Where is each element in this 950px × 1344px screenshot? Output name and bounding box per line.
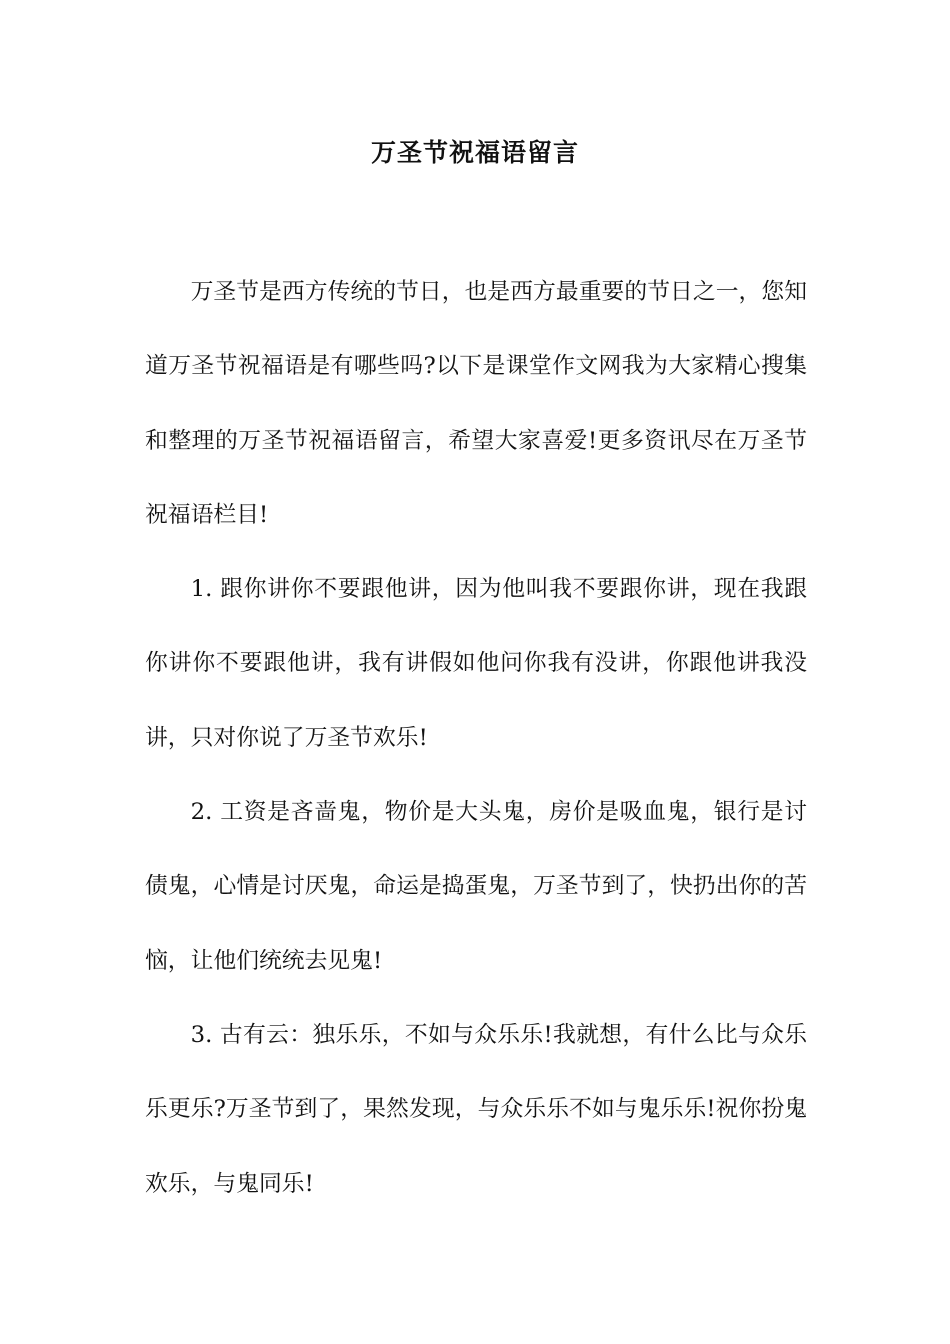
document-body	[145, 255, 807, 1221]
intro-paragraph: 万圣节是西方传统的节日，也是西方最重要的节日之一，您知道万圣节祝福语是有哪些吗?以下是课堂作文网我为大家精心搜集和整理的万圣节祝福语留言，希望大家喜爱!更多资讯尽在万圣节祝福语栏目!	[145, 279, 807, 528]
blessing-paragraph-2: 2. 工资是吝啬鬼，物价是大头鬼，房价是吸血鬼，银行是讨债鬼，心情是讨厌鬼，命运是捣蛋鬼，万圣节到了，快扔出你的苦恼，让他们统统去见鬼!	[145, 799, 807, 974]
blessing-paragraph-1: 1. 跟你讲你不要跟他讲，因为他叫我不要跟你讲，现在我跟你讲你不要跟他讲，我有讲假如他问你我有没讲，你跟他讲我没讲，只对你说了万圣节欢乐!	[145, 576, 807, 751]
document-title: 万圣节祝福语留言	[370, 138, 579, 167]
blessing-paragraph-3: 3. 古有云：独乐乐，不如与众乐乐!我就想，有什么比与众乐乐更乐?万圣节到了，果然发现，与众乐乐不如与鬼乐乐!祝你扮鬼欢乐，与鬼同乐!	[145, 1021, 807, 1197]
